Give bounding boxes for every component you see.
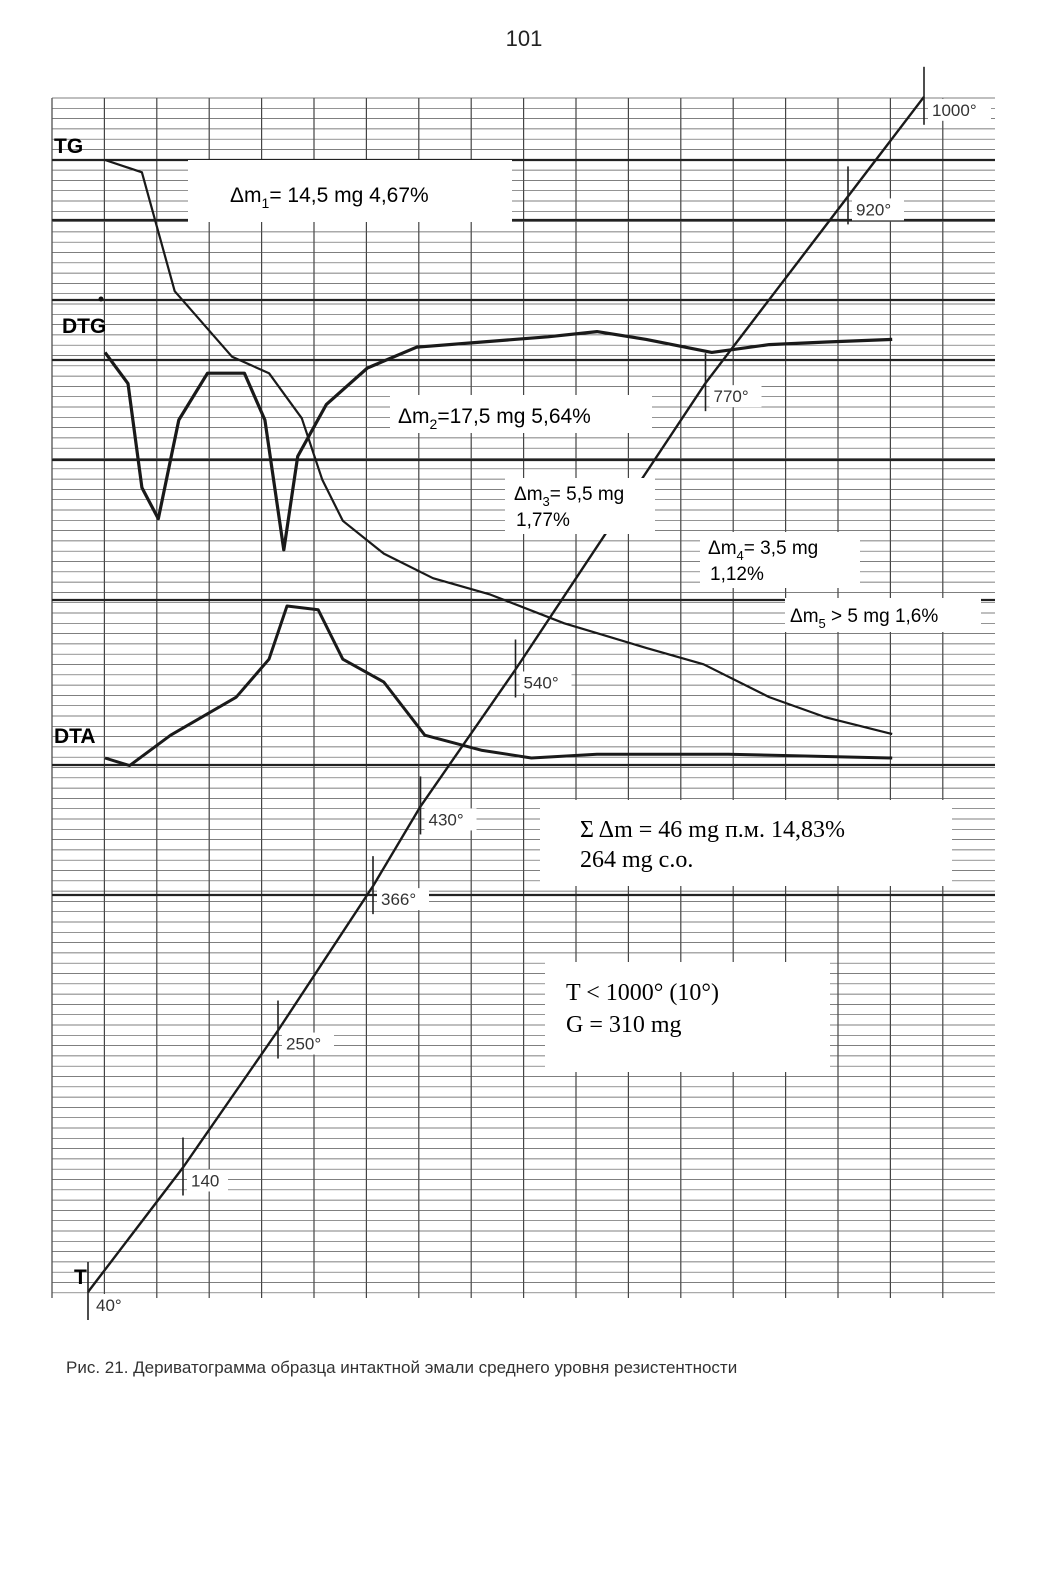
- dm1-annotation: $\Delta m_1= 14,5$ mg 4,67%: [230, 184, 429, 211]
- dm5-annotation: $\Delta m_5 > 5$ mg 1,6%: [790, 606, 939, 631]
- temp-label-920: 920°: [856, 200, 892, 220]
- summary-original-line: 264 mg c.o.: [580, 847, 694, 873]
- temp-label-540: 540°: [523, 673, 559, 693]
- tg-curve: [105, 160, 892, 734]
- dm4-percent: 1,12%: [710, 564, 764, 585]
- summary-total-line: Σ Δm = 46 mg п.м. 14,83%: [580, 817, 845, 843]
- temp-label-40: 40°: [96, 1296, 122, 1315]
- dta-label: DTA: [54, 725, 96, 748]
- temp-label-770: 770°: [713, 387, 749, 407]
- dta-curve: [105, 606, 892, 766]
- temp-label-366: 366°: [381, 890, 417, 910]
- t-label: T: [74, 1266, 87, 1289]
- temp-label-250: 250°: [286, 1034, 322, 1054]
- figure-caption: Рис. 21. Дериватограмма образца интактной эмали среднего уровня резистентности: [66, 1358, 738, 1377]
- temp-label-1000: 1000°: [932, 100, 977, 120]
- conditions-mass-line: G = 310 mg: [566, 1012, 682, 1038]
- dm3-percent: 1,77%: [516, 510, 570, 531]
- chart-labels: [54, 135, 981, 1289]
- conditions-temp-line: T < 1000° (10°): [566, 980, 719, 1006]
- chart-grid: [52, 98, 995, 1298]
- dm4-annotation: $\Delta m_4= 3,5$ mg: [708, 538, 819, 563]
- chart-curves: [88, 97, 924, 1292]
- temperature-marks: [88, 67, 991, 1320]
- summary-box: [540, 800, 952, 886]
- dm2-annotation: $\Delta m_2=17,5$ mg 5,64%: [398, 405, 591, 432]
- page-number: 101: [505, 26, 543, 51]
- temp-label-140: 140: [191, 1171, 220, 1191]
- dm3-annotation: $\Delta m_3= 5,5$ mg: [514, 484, 625, 509]
- dtg-curve: [105, 332, 892, 550]
- tg-label: TG: [54, 135, 84, 158]
- dtg-dot-mark: [99, 297, 104, 302]
- t-curve: [88, 97, 924, 1292]
- temp-label-430: 430°: [428, 810, 464, 830]
- dtg-label: DTG: [62, 315, 107, 338]
